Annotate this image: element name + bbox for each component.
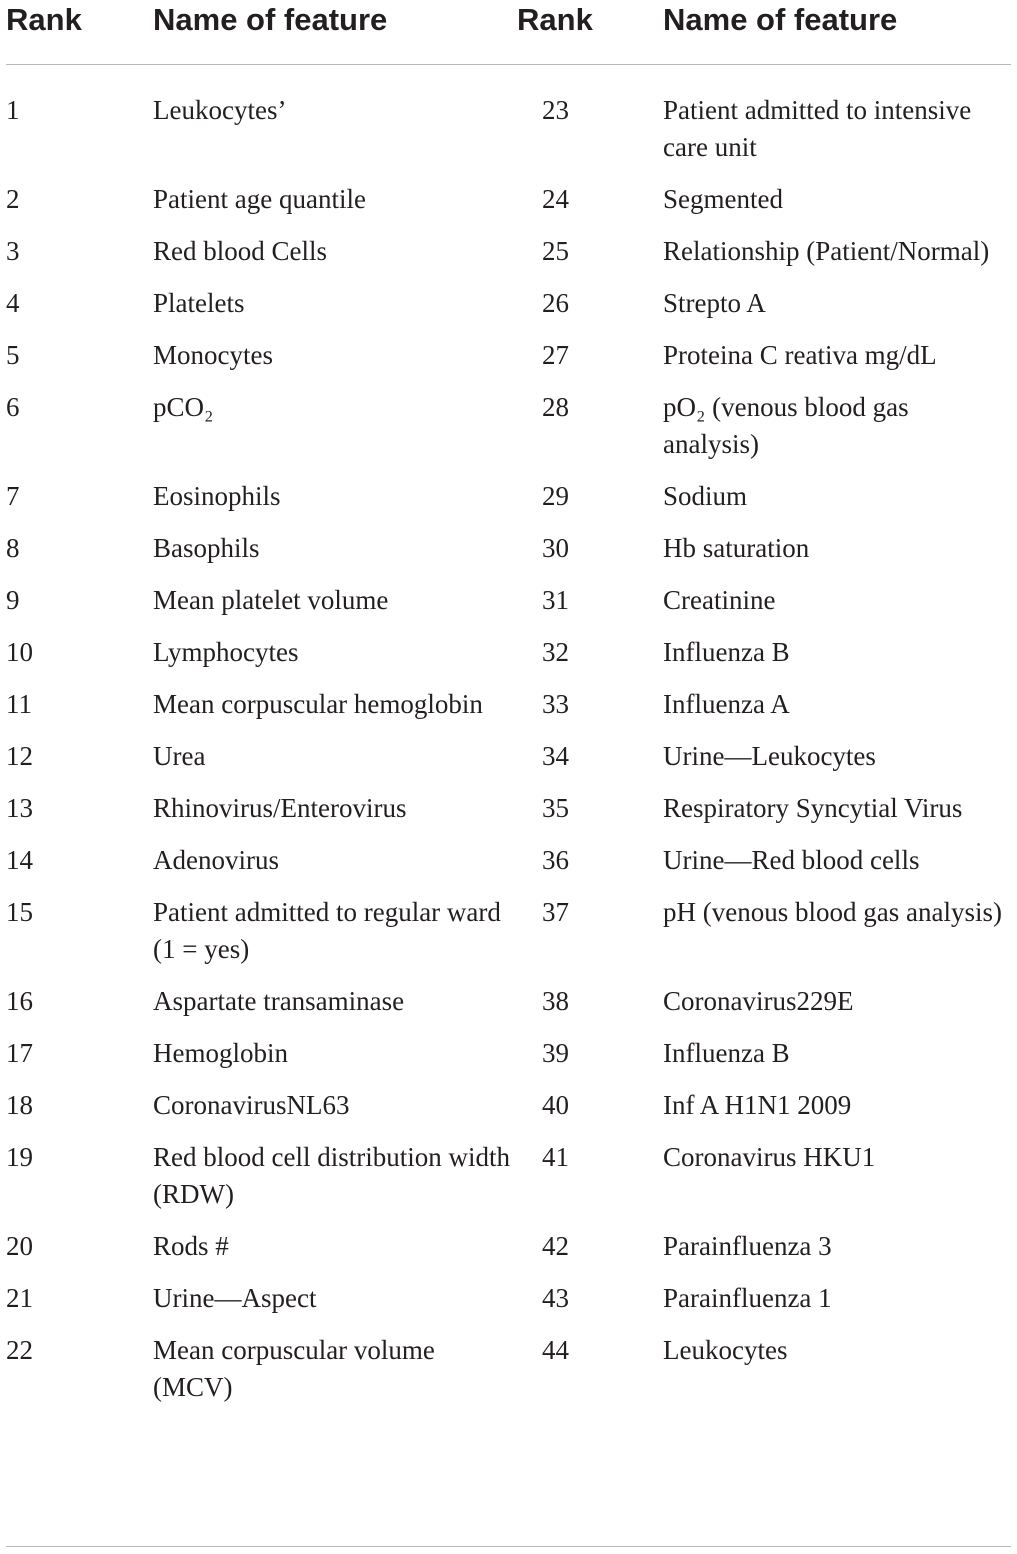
table-row <box>6 1087 1011 1139</box>
rank-cell-left: 13 <box>6 793 33 823</box>
feature-cell-right: Patient admitted to intensive care unit <box>663 95 972 162</box>
table-row <box>6 233 1011 285</box>
rank-cell-left: 6 <box>6 392 20 422</box>
table-row <box>6 1280 1011 1332</box>
table-header <box>6 0 1011 65</box>
header-name-right: Name of feature <box>663 2 898 37</box>
rank-cell-right: 37 <box>542 897 569 927</box>
rank-cell-left: 22 <box>6 1335 33 1365</box>
table-row <box>6 389 1011 478</box>
table-row <box>6 686 1011 738</box>
feature-cell-right: Sodium <box>663 481 748 511</box>
feature-cell-right: Hb saturation <box>663 533 810 563</box>
rank-cell-right: 28 <box>542 392 569 422</box>
rank-cell-left: 2 <box>6 184 20 214</box>
rank-cell-left: 20 <box>6 1231 33 1261</box>
rank-cell-left: 8 <box>6 533 20 563</box>
rank-cell-right: 34 <box>542 741 569 771</box>
rank-cell-right: 42 <box>542 1231 569 1261</box>
feature-cell-left: Mean corpuscular volume (MCV) <box>153 1335 435 1402</box>
rank-cell-right: 27 <box>542 340 569 370</box>
feature-cell-left: Eosinophils <box>153 481 281 511</box>
feature-cell-right: Strepto A <box>663 288 766 318</box>
feature-cell-right: Proteina C reativa mg/dL <box>663 340 937 370</box>
rank-cell-left: 1 <box>6 95 20 125</box>
feature-cell-right: Influenza A <box>663 689 790 719</box>
table-row <box>6 1139 1011 1228</box>
rank-cell-left: 15 <box>6 897 33 927</box>
rank-cell-left: 7 <box>6 481 20 511</box>
rank-cell-left: 21 <box>6 1283 33 1313</box>
rank-cell-left: 5 <box>6 340 20 370</box>
header-rank-left: Rank <box>6 2 82 37</box>
rank-cell-right: 25 <box>542 236 569 266</box>
rank-cell-right: 24 <box>542 184 569 214</box>
table-row <box>6 478 1011 530</box>
rank-cell-right: 26 <box>542 288 569 318</box>
rank-cell-left: 12 <box>6 741 33 771</box>
table-row <box>6 634 1011 686</box>
feature-cell-left: Basophils <box>153 533 260 563</box>
table-row <box>6 1228 1011 1280</box>
table-row <box>6 530 1011 582</box>
table-row <box>6 894 1011 983</box>
rank-cell-right: 31 <box>542 585 569 615</box>
rank-cell-right: 38 <box>542 986 569 1016</box>
rank-cell-right: 23 <box>542 95 569 125</box>
rank-cell-left: 4 <box>6 288 20 318</box>
rank-cell-left: 19 <box>6 1142 33 1172</box>
feature-cell-left: Patient admitted to regular ward (1 = yes) <box>153 897 501 964</box>
feature-cell-right: pO₂ (venous blood gas analysis) <box>663 392 909 459</box>
feature-cell-left: Red blood Cells <box>153 236 327 266</box>
rank-cell-right: 40 <box>542 1090 569 1120</box>
table-row <box>6 337 1011 389</box>
feature-cell-left: Urine—Aspect <box>153 1283 317 1313</box>
feature-cell-left: Aspartate transaminase <box>153 986 405 1016</box>
feature-cell-left: Red blood cell distribution width (RDW) <box>153 1142 510 1209</box>
table-body <box>6 65 1011 1421</box>
rank-cell-left: 14 <box>6 845 33 875</box>
rank-cell-left: 18 <box>6 1090 33 1120</box>
rank-cell-right: 44 <box>542 1335 569 1365</box>
feature-cell-left: Rods # <box>153 1231 229 1261</box>
table-row <box>6 1035 1011 1087</box>
table-row <box>6 285 1011 337</box>
table-row <box>6 181 1011 233</box>
header-name-left: Name of feature <box>153 2 388 37</box>
rank-cell-right: 41 <box>542 1142 569 1172</box>
feature-cell-left: CoronavirusNL63 <box>153 1090 350 1120</box>
rank-cell-left: 11 <box>6 689 32 719</box>
feature-cell-left: Adenovirus <box>153 845 279 875</box>
feature-cell-right: Segmented <box>663 184 783 214</box>
feature-cell-left: Hemoglobin <box>153 1038 288 1068</box>
table-bottom-rule <box>6 1546 1011 1547</box>
table-row <box>6 842 1011 894</box>
rank-cell-right: 29 <box>542 481 569 511</box>
feature-cell-right: Inf A H1N1 2009 <box>663 1090 852 1120</box>
feature-cell-right: Creatinine <box>663 585 776 615</box>
table-row <box>6 92 1011 181</box>
feature-cell-right: Relationship (Patient/Normal) <box>663 236 990 266</box>
rank-cell-right: 35 <box>542 793 569 823</box>
feature-cell-left: Platelets <box>153 288 245 318</box>
feature-cell-left: Monocytes <box>153 340 273 370</box>
feature-cell-right: Respiratory Syncytial Virus <box>663 793 963 823</box>
rank-cell-left: 16 <box>6 986 33 1016</box>
feature-cell-left: Rhinovirus/Enterovirus <box>153 793 407 823</box>
feature-cell-right: Coronavirus229E <box>663 986 854 1016</box>
feature-cell-left: pCO₂ <box>153 392 214 422</box>
rank-cell-right: 32 <box>542 637 569 667</box>
table-row <box>6 790 1011 842</box>
feature-cell-left: Patient age quantile <box>153 184 366 214</box>
rank-cell-right: 33 <box>542 689 569 719</box>
feature-cell-right: Parainfluenza 3 <box>663 1231 832 1261</box>
table-row <box>6 738 1011 790</box>
feature-cell-left: Leukocytes’ <box>153 95 287 125</box>
rank-cell-left: 10 <box>6 637 33 667</box>
table-row <box>6 1332 1011 1421</box>
table-row <box>6 983 1011 1035</box>
rank-cell-left: 17 <box>6 1038 33 1068</box>
feature-cell-left: Urea <box>153 741 206 771</box>
table-row <box>6 582 1011 634</box>
feature-cell-right: Influenza B <box>663 1038 790 1068</box>
feature-cell-right: Influenza B <box>663 637 790 667</box>
rank-cell-right: 43 <box>542 1283 569 1313</box>
header-rank-right: Rank <box>517 2 593 37</box>
feature-cell-right: pH (venous blood gas analysis) <box>663 897 1002 927</box>
rank-cell-left: 3 <box>6 236 20 266</box>
feature-cell-right: Urine—Red blood cells <box>663 845 920 875</box>
feature-cell-left: Mean platelet volume <box>153 585 389 615</box>
rank-cell-right: 39 <box>542 1038 569 1068</box>
feature-cell-left: Lymphocytes <box>153 637 299 667</box>
feature-cell-right: Urine—Leukocytes <box>663 741 876 771</box>
feature-cell-right: Leukocytes <box>663 1335 788 1365</box>
feature-cell-right: Coronavirus HKU1 <box>663 1142 876 1172</box>
rank-cell-right: 30 <box>542 533 569 563</box>
feature-cell-left: Mean corpuscular hemoglobin <box>153 689 483 719</box>
feature-cell-right: Parainfluenza 1 <box>663 1283 832 1313</box>
rank-cell-right: 36 <box>542 845 569 875</box>
rank-cell-left: 9 <box>6 585 20 615</box>
